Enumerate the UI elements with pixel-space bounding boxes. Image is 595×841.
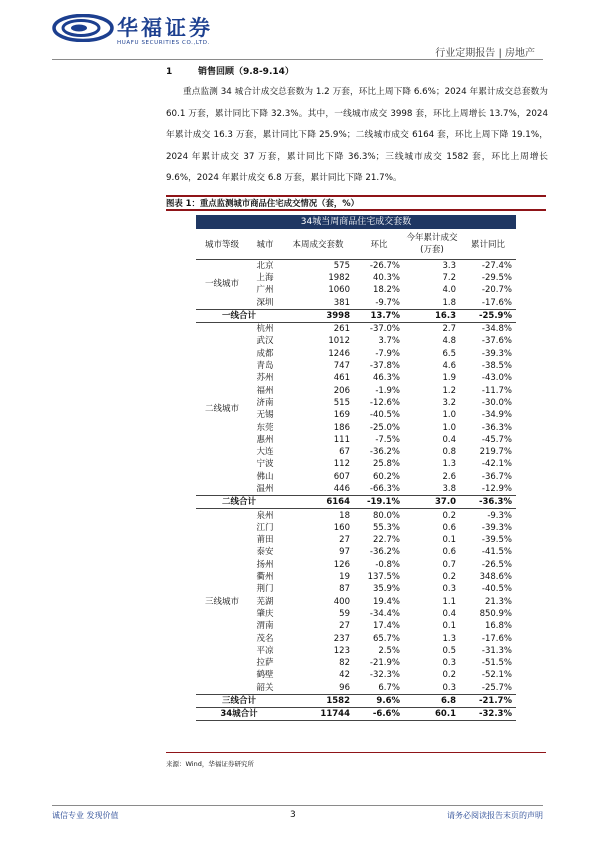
report-type: 行业定期报告 | 房地产 (435, 48, 535, 59)
city-cell: 扬州 (256, 559, 274, 570)
wow-cell: -34.4% (369, 608, 400, 619)
wow-cell: -26.7% (369, 260, 400, 271)
wow-cell: -66.3% (369, 483, 400, 494)
wow-cell: -6.6% (354, 708, 404, 721)
units-cell: 261 (333, 324, 350, 335)
city-cell: 济南 (256, 397, 274, 408)
ytd-cell: 4.0 (442, 285, 456, 296)
yoy-cell: -17.6% (481, 297, 512, 308)
yoy-cell: 850.9% (479, 608, 512, 619)
city-cell: 成都 (256, 348, 274, 359)
ytd-cell: 6.8 (404, 694, 460, 707)
units-cell: 67 (339, 447, 350, 458)
city-cell: 武汉 (256, 336, 274, 347)
wow-cell: -9.7% (375, 297, 400, 308)
subtotal-label: 二线合计 (196, 496, 282, 509)
yoy-cell: 21.3% (484, 596, 512, 607)
wow-cell: 25.8% (372, 459, 400, 470)
city-cell: 深圳 (256, 297, 274, 308)
section-number: 1 (166, 67, 173, 77)
units-cell: 169 (333, 410, 350, 421)
yoy-cell: -36.3% (481, 422, 512, 433)
grand-total-row (196, 708, 516, 721)
section-heading (166, 64, 294, 77)
units-cell: 87 (339, 584, 350, 595)
units-cell: 97 (339, 547, 350, 558)
ytd-cell: 1.3 (442, 459, 456, 470)
units-cell: 11744 (282, 708, 354, 721)
yoy-cell: -39.5% (481, 535, 512, 546)
wow-cell: 46.3% (372, 373, 400, 384)
ytd-cell: 3.2 (442, 397, 456, 408)
city-cell: 荆门 (256, 584, 274, 595)
city-cell: 平凉 (256, 645, 274, 656)
wow-cell: 60.2% (372, 471, 400, 482)
wow-cell: -0.8% (375, 559, 400, 570)
table-row (196, 509, 516, 522)
ytd-cell: 1.9 (442, 373, 456, 384)
units-cell: 96 (339, 682, 350, 693)
yoy-cell: -12.9% (481, 483, 512, 494)
units-cell: 1060 (328, 285, 350, 296)
units-cell: 123 (333, 645, 350, 656)
yoy-cell: 348.6% (479, 572, 512, 583)
tier-cell: 三线城市 (204, 596, 239, 607)
ytd-cell: 0.8 (442, 447, 456, 458)
yoy-cell: -25.7% (481, 682, 512, 693)
ytd-cell: 1.0 (442, 422, 456, 433)
wow-cell: -40.5% (369, 410, 400, 421)
units-cell: 515 (333, 397, 350, 408)
wow-cell: -25.0% (369, 422, 400, 433)
wow-cell: 22.7% (372, 535, 400, 546)
table-row (196, 322, 516, 335)
col-header-yoy: 累计同比 (460, 229, 516, 259)
col-header-wow: 环比 (354, 229, 404, 259)
wow-cell: 2.5% (378, 645, 400, 656)
wow-cell: -32.3% (369, 670, 400, 681)
units-cell: 19 (339, 572, 350, 583)
subtotal-row (196, 694, 516, 707)
tier-cell: 二线城市 (204, 404, 239, 415)
city-cell: 温州 (256, 483, 274, 494)
ytd-cell: 0.2 (442, 572, 456, 583)
ytd-cell: 60.1 (404, 708, 460, 721)
wow-cell: 65.7% (372, 633, 400, 644)
wow-cell: 19.4% (372, 596, 400, 607)
yoy-cell: -39.3% (481, 348, 512, 359)
units-cell: 82 (339, 658, 350, 669)
city-cell: 大连 (256, 447, 274, 458)
ytd-cell: 16.3 (404, 309, 460, 322)
city-cell: 惠州 (256, 434, 274, 445)
col-header-ytd: 今年累计成交(万套) (404, 229, 460, 259)
wow-cell: -7.9% (375, 348, 400, 359)
city-cell: 韶关 (256, 682, 274, 693)
city-cell: 宁波 (256, 459, 274, 470)
ytd-cell: 0.5 (442, 645, 456, 656)
city-cell: 肇庆 (256, 608, 274, 619)
city-cell: 芜湖 (256, 596, 274, 607)
summary-paragraph (166, 82, 548, 190)
city-cell: 福州 (256, 385, 274, 396)
yoy-cell: -52.1% (481, 670, 512, 681)
ytd-cell: 0.2 (442, 670, 456, 681)
city-cell: 拉萨 (256, 658, 274, 669)
units-cell: 400 (333, 596, 350, 607)
yoy-cell: -42.1% (481, 459, 512, 470)
company-name-cn: 华福证券 (117, 15, 213, 40)
yoy-cell: -39.3% (481, 522, 512, 533)
footer-disclaimer: 请务必阅读报告末页的声明 (447, 811, 543, 820)
yoy-cell: -36.7% (481, 471, 512, 482)
yoy-cell: -38.5% (481, 361, 512, 372)
ytd-cell: 1.8 (442, 297, 456, 308)
units-cell: 381 (333, 297, 350, 308)
yoy-cell: 219.7% (479, 447, 512, 458)
units-cell: 206 (333, 385, 350, 396)
city-cell: 无锡 (256, 410, 274, 421)
yoy-cell: -31.3% (481, 645, 512, 656)
city-cell: 青岛 (256, 361, 274, 372)
table-row (196, 259, 516, 272)
yoy-cell: -41.5% (481, 547, 512, 558)
city-cell: 泰安 (256, 547, 274, 558)
ytd-cell: 2.7 (442, 324, 456, 335)
city-cell: 鹤壁 (256, 670, 274, 681)
table-title: 34城当周商品住宅成交套数 (196, 215, 516, 229)
figure-title: 图表 1：重点监测城市商品住宅成交情况（套，%） (166, 198, 360, 208)
wow-cell: 35.9% (372, 584, 400, 595)
footer-slogan: 诚信专业 发现价值 (52, 811, 119, 820)
col-header-city: 城市 (248, 229, 282, 259)
header-divider (52, 59, 543, 60)
city-cell: 渭南 (256, 621, 274, 632)
figure-title-rule (166, 209, 546, 211)
col-header-tier: 城市等级 (196, 229, 248, 259)
wow-cell: -36.2% (369, 547, 400, 558)
city-cell: 上海 (256, 272, 274, 283)
yoy-cell: -25.9% (460, 309, 516, 322)
wow-cell: 3.7% (378, 336, 400, 347)
city-cell: 广州 (256, 285, 274, 296)
sales-table (196, 229, 516, 721)
yoy-cell: -30.0% (481, 397, 512, 408)
grand-total-label: 34城合计 (196, 708, 282, 721)
footer-divider (52, 805, 543, 806)
city-cell: 衢州 (256, 572, 274, 583)
units-cell: 461 (333, 373, 350, 384)
ytd-cell: 2.6 (442, 471, 456, 482)
page-number: 3 (290, 810, 296, 820)
ytd-cell: 4.8 (442, 336, 456, 347)
yoy-cell: -34.9% (481, 410, 512, 421)
wow-cell: -21.9% (369, 658, 400, 669)
wow-cell: 17.4% (372, 621, 400, 632)
units-cell: 1012 (328, 336, 350, 347)
yoy-cell: -17.6% (481, 633, 512, 644)
ytd-cell: 0.4 (442, 434, 456, 445)
company-logo-icon (52, 14, 114, 42)
city-cell: 东莞 (256, 422, 274, 433)
units-cell: 186 (333, 422, 350, 433)
city-cell: 泉州 (256, 510, 274, 521)
wow-cell: 55.3% (372, 522, 400, 533)
yoy-cell: -43.0% (481, 373, 512, 384)
ytd-cell: 6.5 (442, 348, 456, 359)
units-cell: 237 (333, 633, 350, 644)
units-cell: 18 (339, 510, 350, 521)
units-cell: 446 (333, 483, 350, 494)
units-cell: 160 (333, 522, 350, 533)
city-cell: 杭州 (256, 324, 274, 335)
table-header-row (196, 229, 516, 259)
units-cell: 575 (333, 260, 350, 271)
col-header-weekly-units: 本周成交套数 (282, 229, 354, 259)
wow-cell: 40.3% (372, 272, 400, 283)
wow-cell: -12.6% (369, 397, 400, 408)
subtotal-label: 三线合计 (196, 694, 282, 707)
units-cell: 27 (339, 535, 350, 546)
units-cell: 607 (333, 471, 350, 482)
ytd-cell: 0.1 (442, 535, 456, 546)
wow-cell: 9.6% (354, 694, 404, 707)
wow-cell: 80.0% (372, 510, 400, 521)
wow-cell: -37.0% (369, 324, 400, 335)
ytd-cell: 1.3 (442, 633, 456, 644)
ytd-cell: 37.0 (404, 496, 460, 509)
wow-cell: -1.9% (375, 385, 400, 396)
wow-cell: -37.8% (369, 361, 400, 372)
wow-cell: -19.1% (354, 496, 404, 509)
units-cell: 1982 (328, 272, 350, 283)
ytd-cell: 1.0 (442, 410, 456, 421)
yoy-cell: -20.7% (481, 285, 512, 296)
ytd-cell: 0.4 (442, 608, 456, 619)
ytd-cell: 0.3 (442, 658, 456, 669)
wow-cell: 18.2% (372, 285, 400, 296)
table-body (196, 259, 516, 721)
city-cell: 茂名 (256, 633, 274, 644)
yoy-cell: -29.5% (481, 272, 512, 283)
yoy-cell: -37.6% (481, 336, 512, 347)
ytd-cell: 4.6 (442, 361, 456, 372)
wow-cell: 6.7% (378, 682, 400, 693)
wow-cell: -36.2% (369, 447, 400, 458)
tier-cell: 一线城市 (204, 279, 239, 290)
units-cell: 27 (339, 621, 350, 632)
wow-cell: -7.5% (375, 434, 400, 445)
yoy-cell: -26.5% (481, 559, 512, 570)
units-cell: 126 (333, 559, 350, 570)
city-cell: 苏州 (256, 373, 274, 384)
ytd-cell: 0.7 (442, 559, 456, 570)
units-cell: 3998 (282, 309, 354, 322)
yoy-cell: -11.7% (481, 385, 512, 396)
subtotal-label: 一线合计 (196, 309, 282, 322)
ytd-cell: 7.2 (442, 272, 456, 283)
subtotal-row (196, 309, 516, 322)
source-note: 来源：Wind，华福证券研究所 (166, 760, 254, 768)
ytd-cell: 3.3 (442, 260, 456, 271)
yoy-cell: -32.3% (460, 708, 516, 721)
city-cell: 莆田 (256, 535, 274, 546)
units-cell: 59 (339, 608, 350, 619)
units-cell: 42 (339, 670, 350, 681)
yoy-cell: 16.8% (484, 621, 512, 632)
ytd-cell: 3.8 (442, 483, 456, 494)
units-cell: 6164 (282, 496, 354, 509)
ytd-cell: 0.1 (442, 621, 456, 632)
units-cell: 112 (333, 459, 350, 470)
city-cell: 北京 (256, 260, 274, 271)
units-cell: 111 (333, 434, 350, 445)
ytd-cell: 1.1 (442, 596, 456, 607)
yoy-cell: -51.5% (481, 658, 512, 669)
city-cell: 佛山 (256, 471, 274, 482)
ytd-cell: 0.6 (442, 547, 456, 558)
yoy-cell: -34.8% (481, 324, 512, 335)
yoy-cell: -36.3% (460, 496, 516, 509)
subtotal-row (196, 496, 516, 509)
ytd-cell: 1.2 (442, 385, 456, 396)
ytd-cell: 0.2 (442, 510, 456, 521)
ytd-cell: 0.3 (442, 584, 456, 595)
yoy-cell: -27.4% (481, 260, 512, 271)
company-name-en: HUAFU SECURITIES CO.,LTD. (117, 40, 210, 46)
yoy-cell: -9.3% (487, 510, 512, 521)
figure-bottom-rule (166, 752, 546, 753)
units-cell: 747 (333, 361, 350, 372)
yoy-cell: -45.7% (481, 434, 512, 445)
yoy-cell: -40.5% (481, 584, 512, 595)
section-title: 销售回顾（9.8-9.14） (198, 67, 294, 77)
yoy-cell: -21.7% (460, 694, 516, 707)
city-cell: 江门 (256, 522, 274, 533)
summary-text: 重点监测 34 城合计成交总套数为 1.2 万套，环比上周下降 6.6%；2024 年累计成交总套数为 60.1 万套，累计同比下降 32.3%。其中，一线城市成交 3998 套，环比上周增长 13.7%，2024 年累计成交 16.3 万套，累计同比下降 25.9%；二线城市成交 6164 套，环比上周下降 19.1%，2024 年累计成交 37 万套，累计同比下降 36.3%；三线城市成交 1582 套，环比上周增长 9.6%，2024 年累计成交 6.8 万套，累计同比下降 21.7%。 (166, 87, 548, 184)
units-cell: 1246 (328, 348, 350, 359)
wow-cell: 13.7% (354, 309, 404, 322)
sales-table-container (196, 215, 516, 721)
units-cell: 1582 (282, 694, 354, 707)
ytd-cell: 0.3 (442, 682, 456, 693)
ytd-cell: 0.6 (442, 522, 456, 533)
wow-cell: 137.5% (367, 572, 400, 583)
